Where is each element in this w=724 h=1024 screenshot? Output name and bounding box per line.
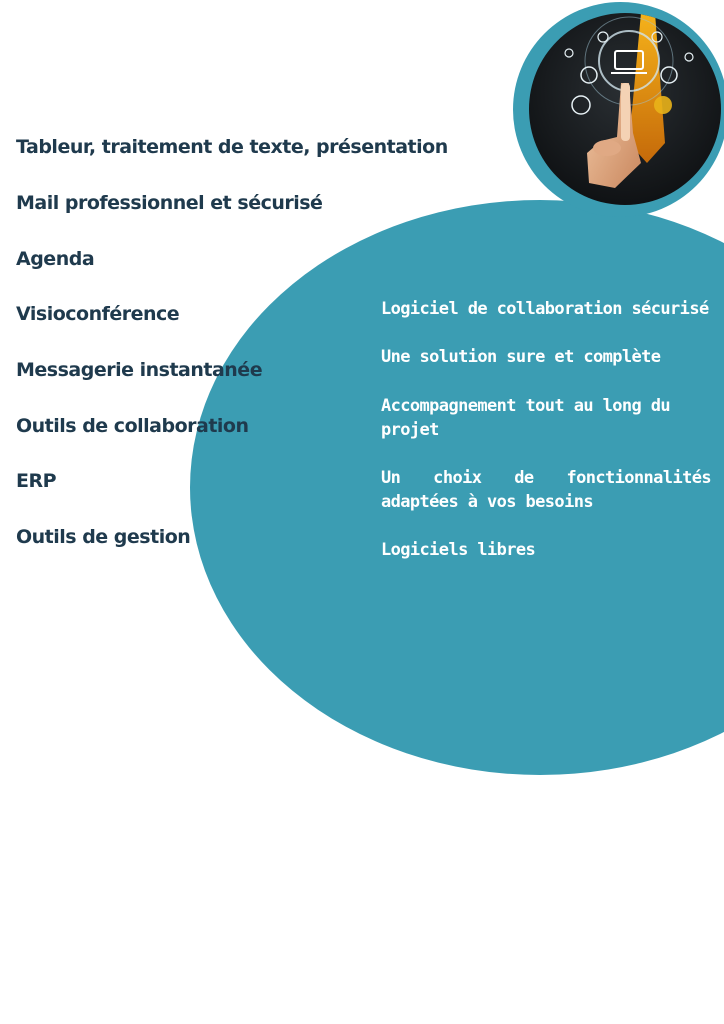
feature-item-agenda: Agenda	[16, 248, 95, 270]
benefit-item-complete-solution: Une solution sure et complète	[381, 347, 661, 367]
benefit-item-secure-collaboration: Logiciel de collaboration sécurisé	[381, 299, 709, 319]
feature-item-instant-messaging: Messagerie instantanée	[16, 359, 263, 381]
feature-item-collaboration-tools: Outils de collaboration	[16, 415, 249, 437]
touchscreen-hand-photo	[529, 13, 721, 205]
feature-item-mail: Mail professionnel et sécurisé	[16, 192, 323, 214]
benefit-item-feature-choice: Un choix de fonctionnalités adaptées à vos besoins	[381, 468, 711, 512]
benefit-item-project-support: Accompagnement tout au long du projet	[381, 396, 671, 440]
feature-item-management-tools: Outils de gestion	[16, 526, 191, 548]
benefit-item-free-software: Logiciels libres	[381, 540, 536, 560]
feature-item-videoconference: Visioconférence	[16, 303, 180, 325]
feature-item-erp: ERP	[16, 470, 57, 492]
feature-item-office-suite: Tableur, traitement de texte, présentation	[16, 136, 448, 158]
